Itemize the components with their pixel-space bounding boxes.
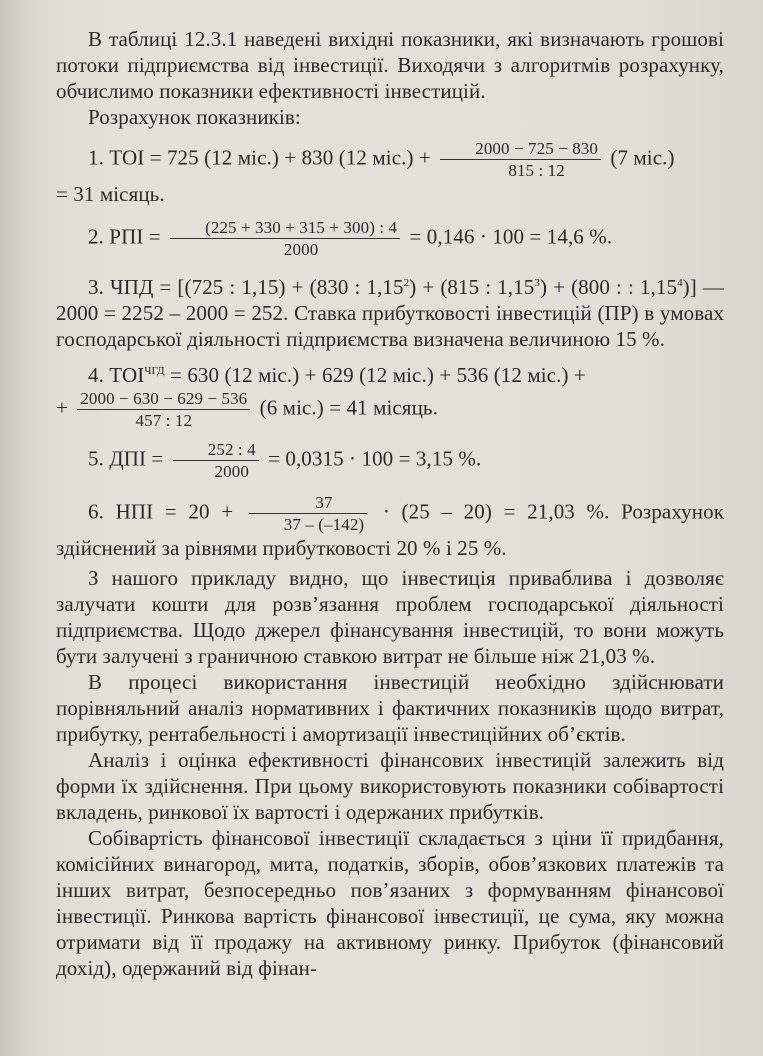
formula-chpd-part: ) + (815 : 1,15 xyxy=(409,275,535,299)
paragraph-analysis: В процесі використання інвестицій необхідно здійснювати порівняльний аналіз нормативних і фактичних показників щодо витрат, прибутку, рентабельності і амортизації інвестиційних об’єктів. xyxy=(56,670,724,746)
fraction-numerator: 2000 − 725 − 830 xyxy=(440,138,601,160)
formula-dpi-prefix: 5. ДПІ = xyxy=(88,446,164,471)
exponent: 4 xyxy=(677,277,683,289)
exponent: 3 xyxy=(534,277,540,289)
formula-toi xyxy=(56,138,724,181)
plus-sign: + xyxy=(56,395,68,420)
fraction-toi-chgd xyxy=(77,388,250,431)
formula-toi-result: = 31 місяць. xyxy=(56,182,165,206)
exponent: 2 xyxy=(403,277,410,289)
formula-chpd-part: )] — 2000 = 2252 – 2000 = 252. Ставка прибутковості інвестицій (ПР) в умовах господарської діяльності підприємства визначена величиною 15 %. xyxy=(56,275,724,351)
formula-toi-suffix: (7 міс.) xyxy=(610,145,675,170)
superscript: ЧГД xyxy=(144,365,165,377)
paragraph-cost: Собівартість фінансової інвестиції складається з ціни її придбання, комісійних винагород, мита, податків, зборів, обов’язкових платежів та інших витрат, безпосередньо пов’язаних з формуванням фінансової інвестиції. Ринкова вартість фінансової інвестиції, це сума, яку можна отримати від її продажу на активному ринку. Прибуток (фінансовий дохід), одержаний від фінан- xyxy=(56,826,724,980)
formula-toi-chgd-suffix: (6 міс.) = 41 місяць. xyxy=(259,395,438,420)
formula-toi-prefix: 1. ТОІ = 725 (12 міс.) + 830 (12 міс.) + xyxy=(88,145,431,170)
formula-npi-prefix: 6. НПІ = 20 + xyxy=(88,499,234,524)
formula-chpd-part: : 1,15 xyxy=(627,275,678,299)
formula-toi-chgd xyxy=(56,362,724,388)
intro-paragraph: В таблиці 12.3.1 наведені вихідні показники, які визначають грошові потоки підприємства від інвестиції. Виходячи з алгоритмів розрахунку, обчислимо показники ефективності інвестицій. xyxy=(56,27,724,103)
fraction-numerator: (225 + 330 + 315 + 300) : 4 xyxy=(170,217,400,239)
formula-dpi xyxy=(56,439,724,482)
paragraph-conclusion: З нашого прикладу видно, що інвестиція приваблива і дозволяє залучати кошти для розв’язання проблем господарської діяльності підприємства. Щодо джерел фінансування інвестицій, то вони можуть бути залучені з граничною ставкою витрат не більше ніж 21,03 %. xyxy=(56,566,724,668)
formula-toi-chgd-prefix: 4. ТОІ xyxy=(88,363,145,387)
fraction-denominator: 815 : 12 xyxy=(508,161,565,180)
fraction-denominator: 37 – (–142) xyxy=(283,515,365,534)
formula-npi-suffix: · (25 – 20) = 21,03 %. Розрахунок здійснений за рівнями прибутковості 20 % і 25 %. xyxy=(56,499,724,560)
formula-chpd xyxy=(56,274,724,352)
formula-dpi-suffix: = 0,0315 · 100 = 3,15 %. xyxy=(268,446,482,471)
formula-toi-chgd-mid: = 630 (12 міс.) + 629 (12 міс.) + 536 (12 міс.) + xyxy=(164,363,586,387)
formula-rpi-prefix: 2. РПІ = xyxy=(88,224,161,249)
paragraph-financial: Аналіз і оцінка ефективності фінансових інвестицій залежить від форми їх здійснення. При цьому використовують показники собівартості вкладень, ринкової їх вартості і одержаних прибутків. xyxy=(56,748,724,824)
fraction-denominator: 2000 xyxy=(283,240,319,259)
fraction-numerator: 37 xyxy=(249,492,367,514)
formula-npi xyxy=(56,492,724,561)
formula-chpd-part: 3. ЧПД = [(725 : 1,15) + (830 : 1,15 xyxy=(88,275,404,299)
fraction-denominator: 457 : 12 xyxy=(135,411,193,430)
fraction-numerator: 2000 − 630 − 629 − 536 xyxy=(77,388,250,410)
fraction-dpi xyxy=(173,439,259,482)
fraction-denominator: 2000 xyxy=(214,462,249,481)
formula-rpi-suffix: = 0,146 · 100 = 14,6 %. xyxy=(409,224,613,249)
fraction-npi xyxy=(249,492,367,535)
formula-rpi xyxy=(56,217,724,260)
formula-chpd-part: ) + (800 : xyxy=(539,275,622,299)
formula-toi-chgd-line2 xyxy=(56,388,724,431)
calc-heading: Розрахунок показників: xyxy=(88,105,301,129)
fraction-numerator: 252 : 4 xyxy=(173,439,259,461)
page-text xyxy=(56,26,724,981)
fraction-rpi xyxy=(170,217,400,260)
fraction-toi xyxy=(440,138,601,181)
